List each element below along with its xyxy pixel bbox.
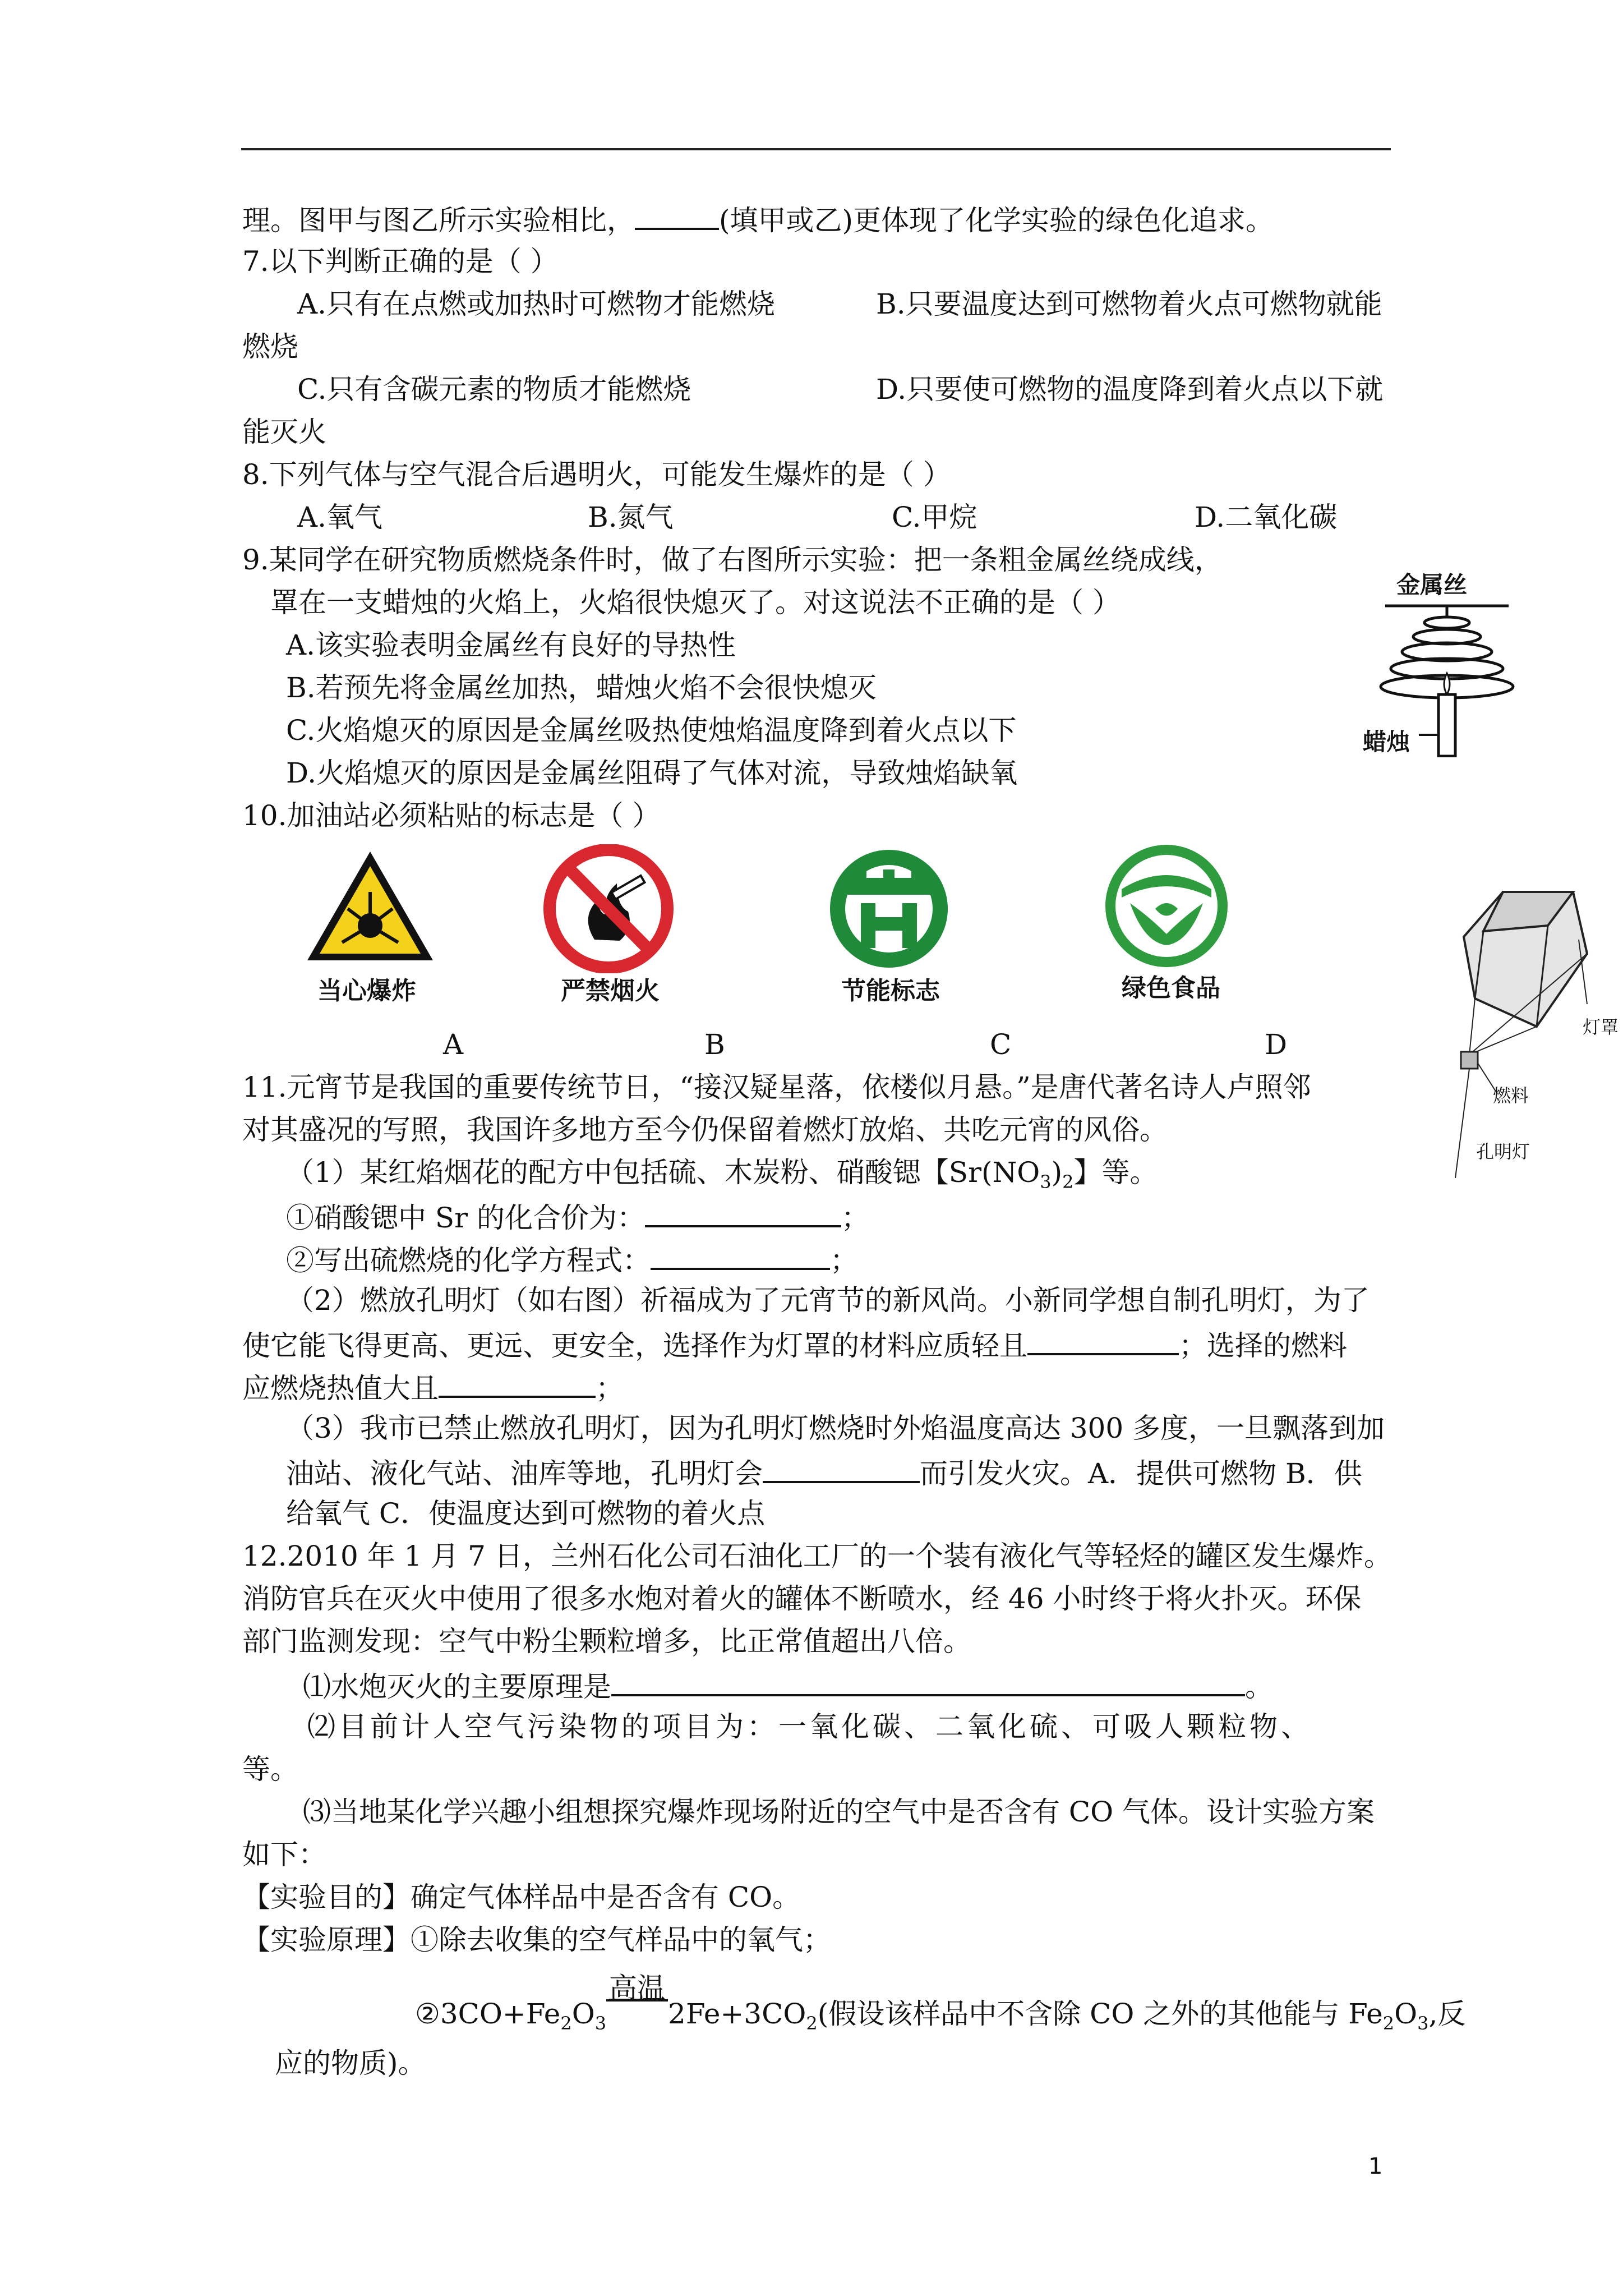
answer-blank[interactable]: [635, 201, 719, 230]
question-12-cont2: 部门监测发现：空气中粉尘颗粒增多，比正常值超出八倍。: [242, 1625, 971, 1658]
lantern-name-label: 孔明灯: [1476, 1141, 1530, 1162]
text-line: 理。图甲与图乙所示实验相比， (填甲或乙)更体现了化学实验的绿色化追求。: [242, 201, 1274, 237]
q11-part-3: （3）我市已禁止燃放孔明灯，因为孔明灯燃烧时外焰温度高达 300 多度，一旦飘落到加: [286, 1412, 1385, 1444]
option-c-letter: C: [990, 1028, 1012, 1061]
q9-option-d: D.火焰熄灭的原因是金属丝阻碍了气体对流，导致烛焰缺氧: [286, 757, 1018, 789]
answer-blank[interactable]: [1027, 1326, 1179, 1355]
question-11: 11.元宵节是我国的重要传统节日，“接汉疑星落，依楼似月悬。”是唐代著名诗人卢照邻: [242, 1071, 1311, 1103]
energy-saving-icon: [822, 844, 956, 973]
q11-part-2: （2）燃放孔明灯（如右图）祈福成为了元宵节的新风尚。小新同学想自制孔明灯，为了: [286, 1284, 1370, 1317]
sign-d-label: 绿色食品: [1122, 974, 1220, 1002]
sign-b-label: 严禁烟火: [561, 977, 660, 1005]
q11-part-1b: ②写出硫燃烧的化学方程式： ；: [286, 1241, 858, 1277]
q8-option-a: A.氧气: [297, 501, 383, 533]
q9-option-b: B.若预先将金属丝加热，蜡烛火焰不会很快熄灭: [286, 671, 877, 704]
question-8: 8.下列气体与空气混合后遇明火，可能发生爆炸的是（ ）: [242, 458, 951, 491]
answer-blank[interactable]: [611, 1667, 1245, 1696]
q9-option-c: C.火焰熄灭的原因是金属丝吸热使烛焰温度降到着火点以下: [286, 714, 1017, 747]
question-9-cont: 罩在一支蜡烛的火焰上，火焰很快熄灭了。对这说法不正确的是（ ）: [270, 586, 1121, 619]
kongming-lantern-figure: [1436, 886, 1604, 1178]
q7-option-d: D.只要使可燃物的温度降到着火点以下就: [876, 373, 1384, 406]
candle-label: 蜡烛: [1363, 728, 1410, 756]
explosion-warning-icon: [303, 847, 437, 965]
q8-option-c: C.甲烷: [892, 501, 978, 533]
q12-part-1: ⑴水炮灭火的主要原理是 。: [303, 1667, 1273, 1704]
option-b-letter: B: [704, 1028, 725, 1061]
experiment-principle: 【实验原理】①除去收集的空气样品中的氧气；: [242, 1924, 831, 1956]
experiment-purpose: 【实验目的】确定气体样品中是否含有 CO。: [242, 1881, 801, 1913]
option-a-letter: A: [443, 1028, 464, 1061]
q8-option-d: D.二氧化碳: [1195, 501, 1338, 533]
answer-blank[interactable]: [645, 1198, 841, 1227]
q9-option-a: A.该实验表明金属丝有良好的导热性: [286, 629, 736, 661]
question-7: 7.以下判断正确的是（ ）: [242, 245, 559, 278]
q11-part-1a: ①硝酸锶中 Sr 的化合价为： ；: [286, 1198, 869, 1235]
q12-part-2: ⑵目前计人空气污染物的项目为：一氧化碳、二氧化硫、可吸人颗粒物、: [307, 1710, 1312, 1743]
page-number: 1: [1368, 2154, 1383, 2179]
q11-part-2-cont: 使它能飞得更高、更远、更安全，选择作为灯罩的材料应质轻且 ；选择的燃料: [242, 1326, 1347, 1363]
question-9: 9.某同学在研究物质燃烧条件时，做了右图所示实验：把一条粗金属丝绕成线，: [242, 544, 1223, 576]
q12-part-2-cont: 等。: [242, 1753, 298, 1786]
question-12-cont: 消防官兵在灭火中使用了很多水炮对着火的罐体不断喷水，经 46 小时终于将火扑灭。环保: [242, 1582, 1362, 1615]
q11-part-1: （1）某红焰烟花的配方中包括硫、木炭粉、硝酸锶【$Sr(NO_3)_2$】等。: [286, 1156, 1158, 1193]
q7-option-a: A.只有在点燃或加热时可燃物才能燃烧: [297, 288, 776, 320]
q12-part-3-cont: 如下：: [242, 1838, 326, 1871]
q11-part-2-cont2: 应燃烧热值大且 ；: [242, 1369, 624, 1405]
lantern-shade-label: 灯罩: [1583, 1016, 1619, 1038]
q7-option-d-cont: 能灭火: [242, 416, 326, 448]
no-fire-icon: [541, 844, 676, 973]
reaction-equation: $②3CO+Fe_2O_3$ 高温 $2Fe+3CO_2$(假设该样品中不含除 CO 之外的其他能与 $Fe_2O_3$,反: [415, 1972, 1466, 2034]
q11-part-3-cont: 油站、液化气站、油库等地，孔明灯会 而引发火灾。A．提供可燃物 B．供: [286, 1454, 1362, 1490]
green-food-icon: [1105, 844, 1228, 968]
question-11-cont: 对其盛况的写照，我国许多地方至今仍保留着燃灯放焰、共吃元宵的风俗。: [242, 1114, 1168, 1146]
question-10: 10.加油站必须粘贴的标志是（ ）: [242, 799, 661, 832]
wire-candle-figure: [1363, 595, 1531, 757]
reaction-equation-cont: 应的物质)。: [275, 2047, 426, 2079]
option-d-letter: D: [1265, 1028, 1288, 1061]
q7-option-c: C.只有含碳元素的物质才能燃烧: [297, 373, 691, 406]
q12-part-3: ⑶当地某化学兴趣小组想探究爆炸现场附近的空气中是否含有 CO 气体。设计实验方案: [303, 1796, 1375, 1828]
question-12: 12.2010 年 1 月 7 日，兰州石化公司石油化工厂的一个装有液化气等轻烃的罐区发生爆炸。: [242, 1540, 1392, 1572]
answer-blank[interactable]: [651, 1241, 830, 1270]
sign-c-label: 节能标志: [841, 977, 940, 1005]
reaction-condition: 高温: [606, 1997, 668, 2031]
answer-blank[interactable]: [439, 1369, 596, 1398]
q11-part-3-cont2: 给氧气 C．使温度达到可燃物的着火点: [286, 1497, 766, 1530]
q7-option-b: B.只要温度达到可燃物着火点可燃物就能: [876, 288, 1382, 320]
wire-label: 金属丝: [1396, 571, 1468, 599]
q8-option-b: B.氮气: [588, 501, 674, 533]
answer-blank[interactable]: [763, 1454, 920, 1483]
sign-a-label: 当心爆炸: [317, 977, 416, 1005]
lantern-fuel-label: 燃料: [1493, 1085, 1529, 1106]
q7-option-b-cont: 燃烧: [242, 330, 298, 363]
header-rule: [241, 148, 1391, 150]
